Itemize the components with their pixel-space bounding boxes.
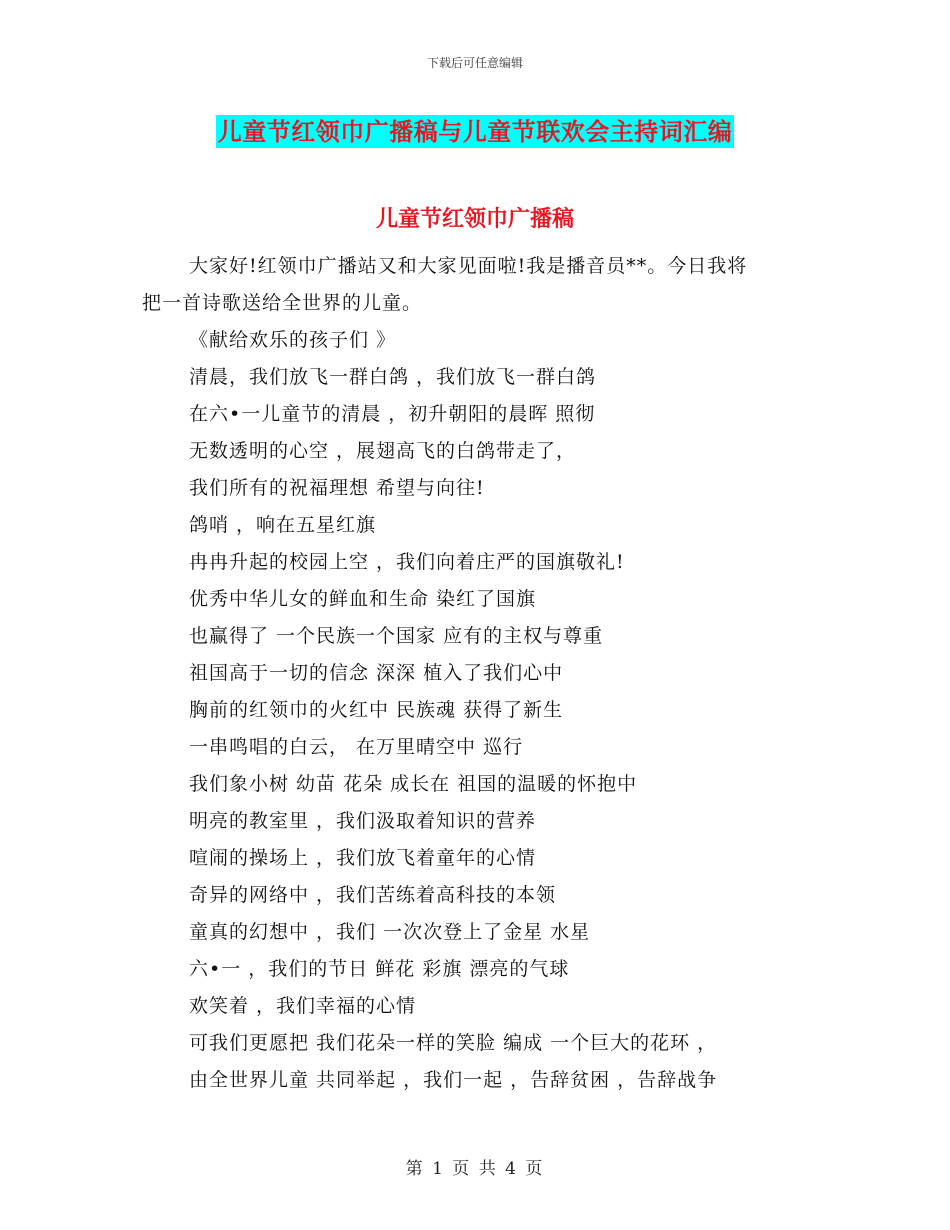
poem-line: 六•一 ，我们的节日 鲜花 彩旗 漂亮的气球	[189, 958, 570, 980]
poem-line: 也赢得了 一个民族一个国家 应有的主权与尊重	[189, 625, 604, 647]
intro-line: 把一首诗歌送给全世界的儿童。	[142, 292, 423, 314]
poem-line: 由全世界儿童 共同举起 ，我们一起 ，告辞贫困 ，告辞战争	[189, 1069, 718, 1091]
page-number: 第 1 页 共 4 页	[405, 1159, 545, 1179]
poem-line: 可我们更愿把 我们花朵一样的笑脸 编成 一个巨大的花环 ，	[189, 1032, 718, 1054]
document-body	[142, 248, 822, 1099]
poem-title: 《献给欢乐的孩子们 》	[189, 329, 397, 351]
document-title	[0, 112, 950, 147]
poem-line: 奇异的网络中 ，我们苦练着高科技的本领	[189, 884, 557, 906]
intro-line: 大家好!红领巾广播站又和大家见面啦!我是播音员**。今日我将	[189, 255, 748, 277]
poem-line: 胸前的红领巾的火红中 民族魂 获得了新生	[189, 699, 564, 721]
poem-line: 明亮的教室里 ，我们汲取着知识的营养	[189, 810, 537, 832]
poem-line: 无数透明的心空 ，展翅高飞的白鸽带走了，	[189, 440, 577, 462]
poem-line: 欢笑着 ，我们幸福的心情	[189, 995, 417, 1017]
section-title: 儿童节红领巾广播稿	[375, 206, 574, 232]
poem-line: 鸽哨 ，响在五星红旗	[189, 514, 377, 536]
poem-line: 童真的幻想中 ，我们 一次次登上了金星 水星	[189, 921, 591, 943]
poem-line: 优秀中华儿女的鲜血和生命 染红了国旗	[189, 588, 537, 610]
poem-line: 冉冉升起的校园上空 ，我们向着庄严的国旗敬礼!	[189, 551, 625, 573]
poem-line: 在六•一儿童节的清晨 ，初升朝阳的晨晖 照彻	[189, 403, 596, 425]
header-note: 下载后可任意编辑	[426, 56, 523, 70]
poem-line: 我们象小树 幼苗 花朵 成长在 祖国的温暖的怀抱中	[189, 773, 638, 795]
poem-line: 喧闹的操场上 ，我们放飞着童年的心情	[189, 847, 537, 869]
poem-line: 祖国高于一切的信念 深深 植入了我们心中	[189, 662, 564, 684]
poem-line: 一串鸣唱的白云， 在万里晴空中 巡行	[189, 736, 524, 758]
document-title-text: 儿童节红领巾广播稿与儿童节联欢会主持词汇编	[217, 117, 733, 146]
poem-line: 清晨，我们放飞一群白鸽 ，我们放飞一群白鸽	[189, 366, 597, 388]
poem-line: 我们所有的祝福理想 希望与向往!	[189, 477, 485, 499]
